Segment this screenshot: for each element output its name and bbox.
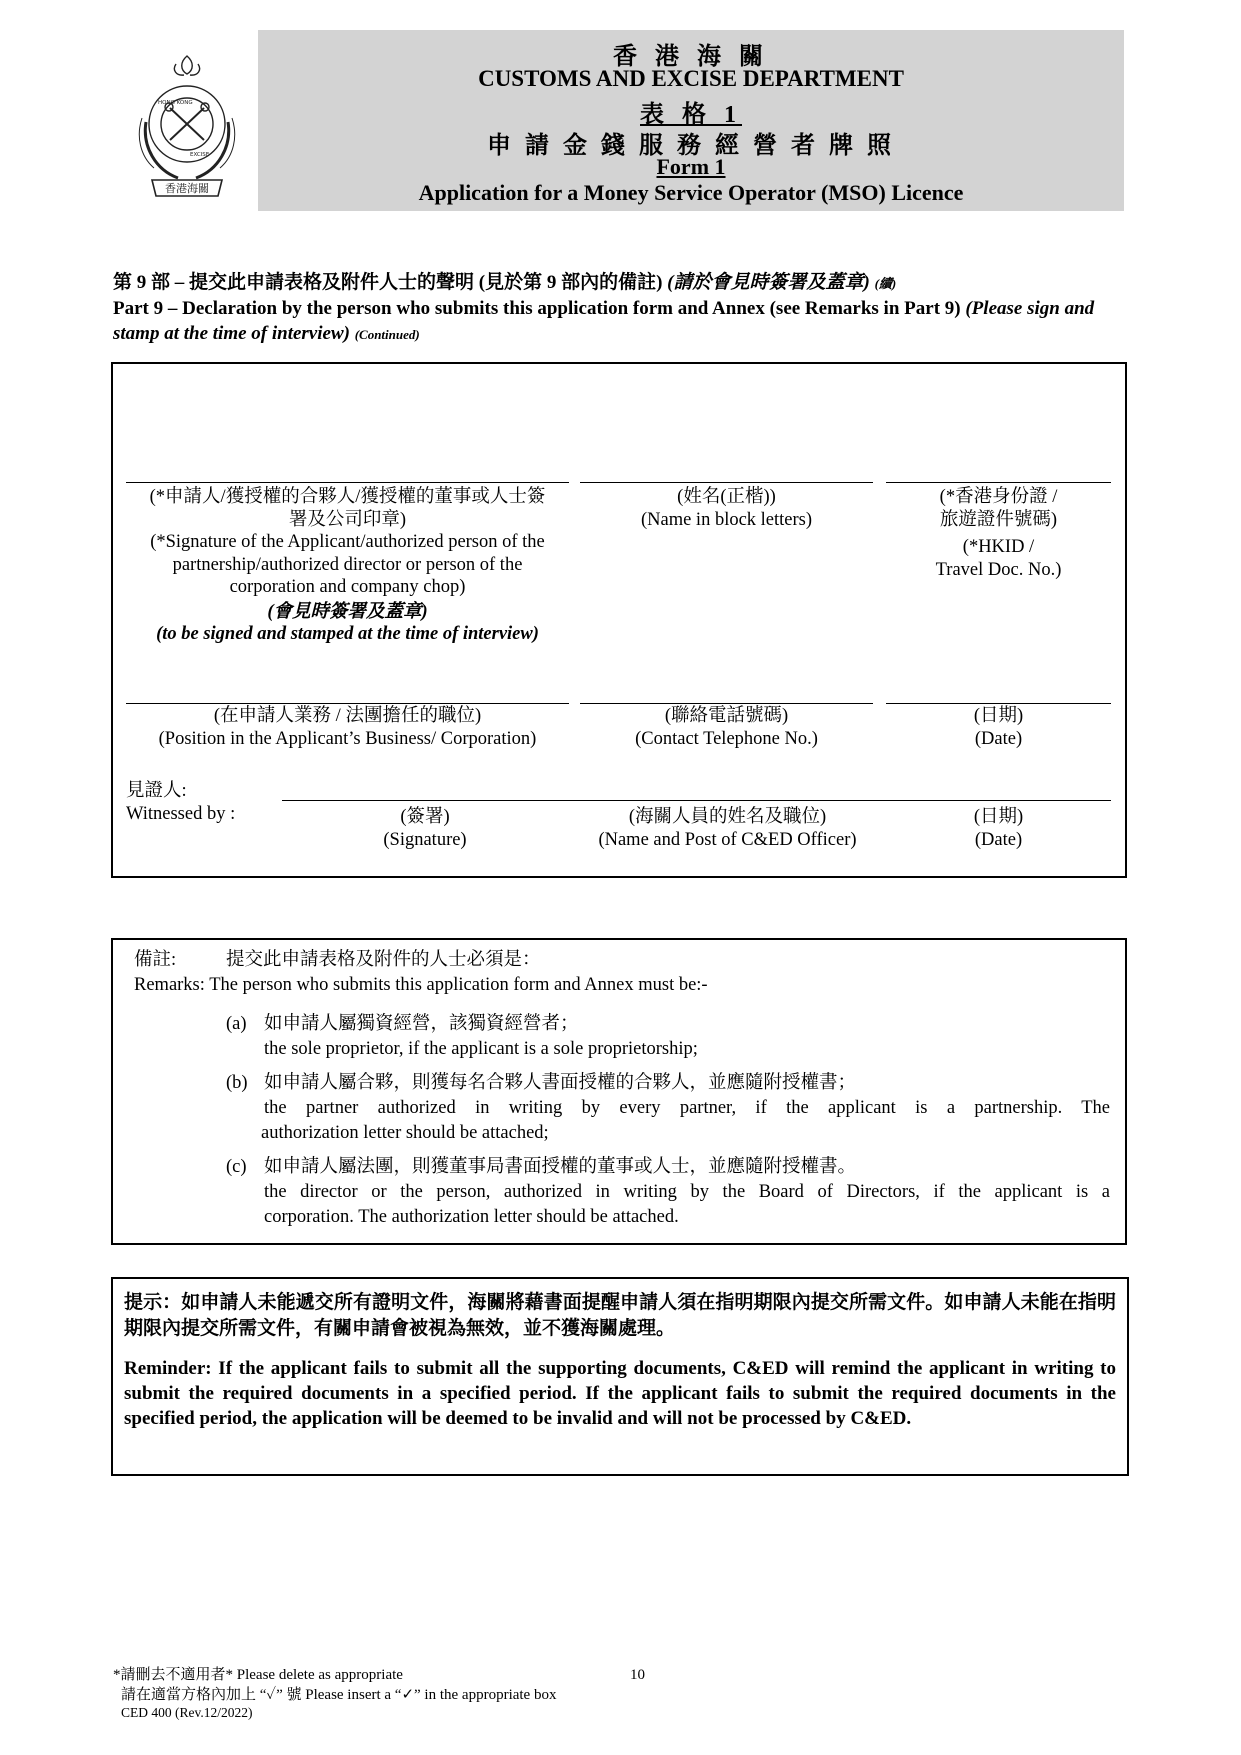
remarks-item-c: (c) 如申請人屬法團，則獲董事局書面授權的董事或人士，並應隨附授權書。 the director or the person, authorized in writing by the Board of Directors, if the applicant is a corporation. The authorization letter should be attached. — [226, 1157, 1110, 1227]
department-name-en: CUSTOMS AND EXCISE DEPARTMENT — [478, 66, 904, 91]
reminder-zh: 提示：如申請人未能遞交所有證明文件，海關將藉書面提醒申請人須在指明期限內提交所需文件。如申請人未能在指明期限內提交所需文件，有關申請會被視為無效，並不獲海關處理。 — [124, 1292, 1116, 1339]
footer-tick-note: 請在適當方格內加上 “✓” 號 Please insert a “✓” in the appropriate box — [121, 1687, 557, 1703]
svg-text:EXCISE: EXCISE — [190, 152, 210, 158]
position-line[interactable] — [126, 703, 569, 704]
part-9-heading — [113, 270, 1123, 347]
department-name-zh: 香 港 海 關 — [613, 44, 769, 70]
id-caption: (*香港身份證 / 旅遊證件號碼) (*HKID / Travel Doc. No.) — [935, 487, 1062, 580]
position-caption: (在申請人業務 / 法團擔任的職位) (Position in the Applicant’s Business/ Corporation) — [158, 706, 537, 749]
form-number-en: Form 1 — [656, 154, 726, 179]
remarks-item-b: (b) 如申請人屬合夥，則獲每名合夥人書面授權的合夥人，並應隨附授權書； the partner authorized in writing by every partner, if the applicant is a partnership. The authorization letter should be attached; — [226, 1073, 1110, 1143]
remarks-item-a: (a) 如申請人屬獨資經營，該獨資經營者； the sole proprietor, if the applicant is a sole proprietorship; — [226, 1014, 698, 1059]
remarks-intro — [134, 948, 1104, 998]
witness-label: 見證人: Witnessed by : — [126, 781, 236, 824]
remarks-label-zh: 備註: — [134, 950, 177, 970]
id-number-line[interactable] — [886, 482, 1111, 483]
phone-line[interactable] — [580, 703, 873, 704]
remarks-intro-en: Remarks: The person who submits this application form and Annex must be:- — [134, 975, 708, 995]
name-line[interactable] — [580, 482, 873, 483]
witness-date-caption: (日期) (Date) — [973, 807, 1024, 850]
date-line[interactable] — [886, 703, 1111, 704]
form-number-zh: 表 格 1 — [640, 102, 742, 128]
header-title-band — [258, 30, 1124, 211]
phone-caption: (聯絡電話號碼) (Contact Telephone No.) — [635, 706, 818, 749]
part-9-heading-en: Part 9 – Declaration by the person who submits this application form and Annex (see Remarks in Part 9) (Please sign and stamp at the time of interview) (Continued) — [113, 298, 1095, 344]
reminder-en: Reminder: If the applicant fails to submit all the supporting documents, C&ED will remind the applicant in writing to submit the required documents in a specified period. If the applicant fails to submit the required documents in the specified period, the application will be deemed to be invalid and will not be processed by C&ED. — [124, 1358, 1116, 1429]
svg-text:香港海關: 香港海關 — [165, 182, 209, 195]
witness-signature-caption: (簽署) (Signature) — [383, 807, 467, 850]
name-caption: (姓名(正楷)) (Name in block letters) — [640, 487, 813, 530]
form-title-en: Application for a Money Service Operator (MSO) Licence — [418, 180, 964, 205]
form-code: CED 400 (Rev.12/2022) — [121, 1705, 253, 1720]
part-9-heading-zh: 第 9 部 – 提交此申請表格及附件人士的聲明 (見於第 9 部內的備註) (請於會見時簽署及蓋章) (續) — [113, 272, 897, 293]
signature-line[interactable] — [126, 482, 569, 483]
remarks-intro-zh: 提交此申請表格及附件的人士必須是： — [226, 950, 541, 970]
signature-caption: (*申請人/獲授權的合夥人/獲授權的董事或人士簽署及公司印章) (*Signature of the Applicant/authorized person of the partnership/authorized director or person of the corporation and company chop) (會見時簽署及蓋章) (to be signed and stamped at the time of interview) — [149, 487, 546, 644]
customs-crest-logo — [128, 52, 246, 202]
officer-caption: (海關人員的姓名及職位) (Name and Post of C&ED Officer) — [598, 807, 857, 850]
footer-delete-note: *請刪去不適用者* Please delete as appropriate — [113, 1667, 403, 1683]
witness-line[interactable] — [282, 800, 1111, 801]
date-caption: (日期) (Date) — [973, 706, 1024, 749]
page-number: 10 — [630, 1667, 645, 1683]
svg-text:HONG KONG: HONG KONG — [158, 100, 193, 106]
form-title-zh: 申 請 金 錢 服 務 經 營 者 牌 照 — [487, 133, 895, 159]
